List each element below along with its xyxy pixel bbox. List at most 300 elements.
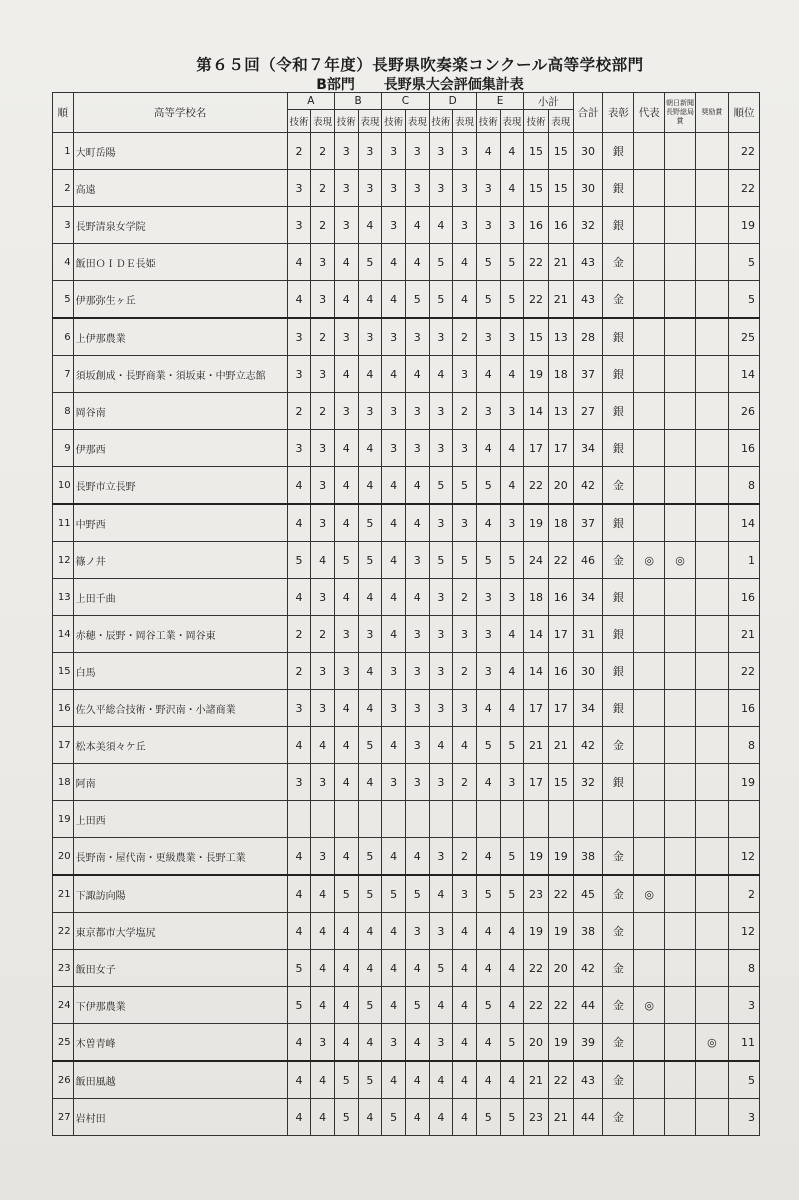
subtotal-expression: 17 xyxy=(548,430,573,467)
rank-value: 14 xyxy=(728,504,759,542)
representative-mark xyxy=(634,281,665,319)
judge-score: 5 xyxy=(429,950,453,987)
subtotal-expression: 21 xyxy=(548,244,573,281)
representative-mark xyxy=(634,913,665,950)
subtotal-technique: 19 xyxy=(524,913,549,950)
row-number: 8 xyxy=(53,393,74,430)
judge-score: 4 xyxy=(334,356,358,393)
encouragement-mark xyxy=(695,504,728,542)
judge-score: 4 xyxy=(405,467,429,505)
technique-subheader: 技術 xyxy=(429,110,453,133)
row-number: 7 xyxy=(53,356,74,393)
total-score: 42 xyxy=(573,467,603,505)
asahi-prize-mark xyxy=(665,467,696,505)
total-score: 44 xyxy=(573,1099,603,1136)
judge-score: 4 xyxy=(382,356,406,393)
rank-value: 26 xyxy=(728,393,759,430)
total-header: 合計 xyxy=(573,93,603,133)
rank-value: 11 xyxy=(728,1024,759,1062)
row-number: 26 xyxy=(53,1061,74,1099)
rank-value: 1 xyxy=(728,542,759,579)
judge-score: 3 xyxy=(500,579,524,616)
table-row xyxy=(53,1099,760,1136)
award-mark: 金 xyxy=(603,1061,634,1099)
total-score: 39 xyxy=(573,1024,603,1062)
school-name: 松本美須々ケ丘 xyxy=(73,727,287,764)
row-number: 12 xyxy=(53,542,74,579)
judge-score: 5 xyxy=(429,244,453,281)
judge-score xyxy=(358,801,382,838)
judge-score: 4 xyxy=(500,356,524,393)
judge-score: 3 xyxy=(476,318,500,356)
judge-score: 2 xyxy=(453,838,477,876)
judge-score: 3 xyxy=(405,616,429,653)
row-number: 17 xyxy=(53,727,74,764)
judge-score: 4 xyxy=(476,356,500,393)
school-name: 阿南 xyxy=(73,764,287,801)
total-score: 30 xyxy=(573,170,603,207)
judge-score: 3 xyxy=(500,393,524,430)
subtotal-technique: 17 xyxy=(524,764,549,801)
judge-score: 4 xyxy=(500,653,524,690)
row-number: 24 xyxy=(53,987,74,1024)
judge-score: 4 xyxy=(453,987,477,1024)
judge-score: 5 xyxy=(500,875,524,913)
total-score: 27 xyxy=(573,393,603,430)
judge-score: 4 xyxy=(334,950,358,987)
school-name: 上田千曲 xyxy=(73,579,287,616)
judge-score: 2 xyxy=(311,170,335,207)
judge-score: 4 xyxy=(453,1024,477,1062)
table-row xyxy=(53,467,760,505)
award-mark: 金 xyxy=(603,281,634,319)
row-number: 25 xyxy=(53,1024,74,1062)
judge-score: 4 xyxy=(358,579,382,616)
asahi-prize-mark xyxy=(665,244,696,281)
representative-mark xyxy=(634,579,665,616)
judge-score: 4 xyxy=(382,727,406,764)
technique-subheader: 技術 xyxy=(382,110,406,133)
judge-score: 4 xyxy=(382,281,406,319)
encouragement-mark xyxy=(695,318,728,356)
representative-mark xyxy=(634,653,665,690)
judge-score: 4 xyxy=(476,764,500,801)
judge-score: 5 xyxy=(405,875,429,913)
representative-mark xyxy=(634,838,665,876)
total-score: 42 xyxy=(573,727,603,764)
subtotal-technique: 21 xyxy=(524,1061,549,1099)
subtotal-expression: 17 xyxy=(548,690,573,727)
judge-score: 5 xyxy=(500,1099,524,1136)
rank-value: 8 xyxy=(728,727,759,764)
total-score: 45 xyxy=(573,875,603,913)
rank-header: 順位 xyxy=(728,93,759,133)
representative-mark xyxy=(634,1061,665,1099)
school-name: 白馬 xyxy=(73,653,287,690)
award-mark: 銀 xyxy=(603,207,634,244)
representative-mark xyxy=(634,133,665,170)
judge-score: 4 xyxy=(429,875,453,913)
asahi-prize-mark xyxy=(665,504,696,542)
representative-mark xyxy=(634,356,665,393)
award-mark: 金 xyxy=(603,1099,634,1136)
table-row xyxy=(53,1061,760,1099)
judge-score: 3 xyxy=(500,764,524,801)
judge-score: 3 xyxy=(429,393,453,430)
award-mark: 金 xyxy=(603,987,634,1024)
total-score: 38 xyxy=(573,838,603,876)
judge-score: 3 xyxy=(382,430,406,467)
judge-score: 5 xyxy=(476,542,500,579)
order-header: 順 xyxy=(53,93,74,133)
judge-score: 3 xyxy=(311,1024,335,1062)
judge-score: 3 xyxy=(429,1024,453,1062)
total-score: 44 xyxy=(573,987,603,1024)
encouragement-mark xyxy=(695,838,728,876)
page-subtitle xyxy=(40,74,799,94)
representative-mark xyxy=(634,764,665,801)
total-score: 34 xyxy=(573,430,603,467)
judge-score: 4 xyxy=(500,133,524,170)
award-mark: 金 xyxy=(603,838,634,876)
encouragement-mark xyxy=(695,356,728,393)
school-name: 下伊那農業 xyxy=(73,987,287,1024)
judge-score: 5 xyxy=(334,1061,358,1099)
award-header: 表彰 xyxy=(603,93,634,133)
judge-score: 5 xyxy=(334,542,358,579)
subtotal-technique xyxy=(524,801,549,838)
judge-score: 4 xyxy=(287,579,311,616)
judge-score: 3 xyxy=(382,170,406,207)
table-row xyxy=(53,133,760,170)
school-name: 伊那西 xyxy=(73,430,287,467)
encouragement-mark xyxy=(695,690,728,727)
award-mark: 銀 xyxy=(603,430,634,467)
judge-score: 5 xyxy=(500,281,524,319)
judge-score: 3 xyxy=(382,207,406,244)
award-mark: 銀 xyxy=(603,133,634,170)
judge-score: 3 xyxy=(453,207,477,244)
asahi-prize-mark xyxy=(665,1061,696,1099)
judge-score: 5 xyxy=(453,467,477,505)
total-score: 37 xyxy=(573,356,603,393)
judge-score: 3 xyxy=(405,727,429,764)
judge-score: 4 xyxy=(311,1061,335,1099)
judge-score: 3 xyxy=(382,1024,406,1062)
judge-score: 3 xyxy=(334,133,358,170)
table-row xyxy=(53,356,760,393)
judge-score: 3 xyxy=(453,430,477,467)
table-row xyxy=(53,616,760,653)
row-number: 23 xyxy=(53,950,74,987)
table-row xyxy=(53,690,760,727)
judge-score: 4 xyxy=(287,1099,311,1136)
judge-score: 3 xyxy=(287,318,311,356)
subtotal-expression: 22 xyxy=(548,987,573,1024)
asahi-prize-mark xyxy=(665,1024,696,1062)
judge-score: 4 xyxy=(334,987,358,1024)
judge-score: 4 xyxy=(334,838,358,876)
technique-subheader: 技術 xyxy=(334,110,358,133)
representative-mark xyxy=(634,244,665,281)
school-name: 東京都市大学塩尻 xyxy=(73,913,287,950)
asahi-prize-mark xyxy=(665,318,696,356)
judge-score: 4 xyxy=(287,281,311,319)
encouragement-mark xyxy=(695,579,728,616)
judge-score: 3 xyxy=(358,133,382,170)
judge-score: 3 xyxy=(334,170,358,207)
asahi-prize-mark xyxy=(665,690,696,727)
judge-score: 5 xyxy=(405,281,429,319)
judge-score: 5 xyxy=(334,1099,358,1136)
judge-score: 3 xyxy=(429,653,453,690)
subtotal-technique: 23 xyxy=(524,1099,549,1136)
judge-score: 4 xyxy=(287,504,311,542)
judge-score xyxy=(311,801,335,838)
representative-mark xyxy=(634,318,665,356)
table-row xyxy=(53,653,760,690)
representative-mark: ◎ xyxy=(634,542,665,579)
technique-subheader: 技術 xyxy=(476,110,500,133)
award-mark: 金 xyxy=(603,950,634,987)
judge-score: 4 xyxy=(358,653,382,690)
table-row xyxy=(53,430,760,467)
rank-value: 16 xyxy=(728,579,759,616)
judge-score: 5 xyxy=(334,875,358,913)
judge-score: 5 xyxy=(382,875,406,913)
school-name: 須坂創成・長野商業・須坂東・中野立志館 xyxy=(73,356,287,393)
award-mark: 銀 xyxy=(603,318,634,356)
encouragement-mark xyxy=(695,987,728,1024)
table-row xyxy=(53,838,760,876)
judge-score: 4 xyxy=(287,913,311,950)
asahi-prize-mark xyxy=(665,653,696,690)
judge-score: 5 xyxy=(476,281,500,319)
subtotal-technique: 19 xyxy=(524,838,549,876)
judge-score: 3 xyxy=(476,653,500,690)
subtotal-expression: 17 xyxy=(548,616,573,653)
judge-score: 4 xyxy=(429,1099,453,1136)
judge-score: 4 xyxy=(334,430,358,467)
asahi-prize-mark xyxy=(665,170,696,207)
judge-score: 4 xyxy=(453,913,477,950)
rank-value: 5 xyxy=(728,1061,759,1099)
judge-score: 3 xyxy=(405,690,429,727)
judge-score: 4 xyxy=(500,170,524,207)
judge-score: 4 xyxy=(382,913,406,950)
technique-subheader: 技術 xyxy=(287,110,311,133)
row-number: 11 xyxy=(53,504,74,542)
award-mark: 銀 xyxy=(603,393,634,430)
judge-score: 4 xyxy=(429,207,453,244)
subtotal-technique: 15 xyxy=(524,133,549,170)
rank-value xyxy=(728,801,759,838)
judge-score: 4 xyxy=(405,207,429,244)
judge-score: 3 xyxy=(429,616,453,653)
subtotal-technique: 22 xyxy=(524,950,549,987)
representative-mark xyxy=(634,801,665,838)
judge-score: 4 xyxy=(382,838,406,876)
asahi-prize-mark xyxy=(665,356,696,393)
judge-score: 4 xyxy=(334,1024,358,1062)
judge-score: 4 xyxy=(405,1061,429,1099)
award-mark: 金 xyxy=(603,542,634,579)
award-mark: 金 xyxy=(603,244,634,281)
judge-score: 3 xyxy=(429,430,453,467)
row-number: 9 xyxy=(53,430,74,467)
judge-score: 4 xyxy=(334,690,358,727)
subtotal-expression: 22 xyxy=(548,875,573,913)
judge-score: 4 xyxy=(287,875,311,913)
judge-score: 5 xyxy=(358,875,382,913)
judge-score: 4 xyxy=(334,467,358,505)
judge-score: 4 xyxy=(500,913,524,950)
encouragement-mark xyxy=(695,913,728,950)
asahi-prize-mark xyxy=(665,727,696,764)
encouragement-mark xyxy=(695,244,728,281)
row-number: 14 xyxy=(53,616,74,653)
judge-score: 4 xyxy=(476,950,500,987)
judge-c-header: C xyxy=(382,93,429,110)
representative-mark xyxy=(634,1099,665,1136)
judge-score: 2 xyxy=(311,616,335,653)
judge-score xyxy=(476,801,500,838)
judge-score: 3 xyxy=(453,356,477,393)
subtotal-technique: 24 xyxy=(524,542,549,579)
encouragement-mark xyxy=(695,393,728,430)
school-name: 長野南・屋代南・更級農業・長野工業 xyxy=(73,838,287,876)
rank-value: 22 xyxy=(728,653,759,690)
judge-score: 5 xyxy=(358,244,382,281)
judge-score: 4 xyxy=(334,281,358,319)
subtotal-technique: 17 xyxy=(524,690,549,727)
judge-score: 3 xyxy=(405,318,429,356)
technique-subheader: 技術 xyxy=(524,110,549,133)
judge-score: 3 xyxy=(429,913,453,950)
rank-value: 2 xyxy=(728,875,759,913)
judge-score: 2 xyxy=(453,393,477,430)
asahi-prize-mark xyxy=(665,133,696,170)
school-name: 大町岳陽 xyxy=(73,133,287,170)
award-mark: 銀 xyxy=(603,764,634,801)
table-row xyxy=(53,318,760,356)
row-number: 1 xyxy=(53,133,74,170)
judge-score: 3 xyxy=(382,653,406,690)
judge-score: 3 xyxy=(311,838,335,876)
row-number: 5 xyxy=(53,281,74,319)
judge-score: 4 xyxy=(382,542,406,579)
judge-score: 5 xyxy=(358,838,382,876)
judge-score xyxy=(382,801,406,838)
table-row xyxy=(53,579,760,616)
judge-score: 4 xyxy=(358,1024,382,1062)
row-number: 6 xyxy=(53,318,74,356)
table-row xyxy=(53,764,760,801)
judge-score: 3 xyxy=(311,467,335,505)
subtotal-expression: 15 xyxy=(548,764,573,801)
encouragement-header: 奨励賞 xyxy=(695,93,728,133)
judge-score: 4 xyxy=(334,913,358,950)
judge-score: 3 xyxy=(429,764,453,801)
judge-score: 3 xyxy=(453,690,477,727)
judge-score: 3 xyxy=(429,504,453,542)
asahi-prize-mark xyxy=(665,950,696,987)
judge-score: 5 xyxy=(358,987,382,1024)
school-name: 伊那弥生ヶ丘 xyxy=(73,281,287,319)
representative-mark xyxy=(634,504,665,542)
judge-score: 3 xyxy=(405,133,429,170)
subtotal-expression: 21 xyxy=(548,727,573,764)
asahi-prize-mark xyxy=(665,801,696,838)
school-name: 下諏訪向陽 xyxy=(73,875,287,913)
row-number: 19 xyxy=(53,801,74,838)
award-mark: 金 xyxy=(603,913,634,950)
judge-score: 3 xyxy=(476,616,500,653)
encouragement-mark xyxy=(695,170,728,207)
asahi-prize-mark xyxy=(665,430,696,467)
rank-value: 5 xyxy=(728,244,759,281)
encouragement-mark xyxy=(695,653,728,690)
rank-value: 16 xyxy=(728,430,759,467)
judge-score: 4 xyxy=(429,356,453,393)
judge-score: 5 xyxy=(500,244,524,281)
judge-score: 3 xyxy=(429,838,453,876)
table-row xyxy=(53,281,760,319)
judge-score: 4 xyxy=(500,987,524,1024)
award-mark: 金 xyxy=(603,727,634,764)
judge-score: 3 xyxy=(334,653,358,690)
representative-mark xyxy=(634,950,665,987)
subtotal-expression: 15 xyxy=(548,133,573,170)
judge-score: 2 xyxy=(287,393,311,430)
representative-header: 代表 xyxy=(634,93,665,133)
table-row xyxy=(53,170,760,207)
rank-value: 3 xyxy=(728,1099,759,1136)
judge-score: 3 xyxy=(334,318,358,356)
award-mark: 銀 xyxy=(603,356,634,393)
judge-score: 4 xyxy=(500,430,524,467)
school-name: 木曽青峰 xyxy=(73,1024,287,1062)
judge-score: 3 xyxy=(500,504,524,542)
table-row xyxy=(53,875,760,913)
total-score: 31 xyxy=(573,616,603,653)
school-name: 高遠 xyxy=(73,170,287,207)
judge-score: 4 xyxy=(453,244,477,281)
judge-score: 4 xyxy=(382,244,406,281)
asahi-prize-header: 朝日新聞長野総局賞 xyxy=(665,93,696,133)
total-score: 42 xyxy=(573,950,603,987)
table-row xyxy=(53,913,760,950)
judge-score: 3 xyxy=(287,764,311,801)
row-number: 2 xyxy=(53,170,74,207)
judge-score: 5 xyxy=(358,504,382,542)
rank-value: 19 xyxy=(728,764,759,801)
subtotal-expression: 16 xyxy=(548,653,573,690)
judge-score: 4 xyxy=(382,950,406,987)
judge-score: 3 xyxy=(453,504,477,542)
row-number: 3 xyxy=(53,207,74,244)
judge-score: 5 xyxy=(358,542,382,579)
asahi-prize-mark xyxy=(665,616,696,653)
row-number: 16 xyxy=(53,690,74,727)
table-row xyxy=(53,1024,760,1062)
rank-value: 12 xyxy=(728,913,759,950)
expression-subheader: 表現 xyxy=(548,110,573,133)
judge-score: 4 xyxy=(476,430,500,467)
judge-score: 4 xyxy=(358,207,382,244)
judge-a-header: A xyxy=(287,93,334,110)
judge-score: 4 xyxy=(405,504,429,542)
